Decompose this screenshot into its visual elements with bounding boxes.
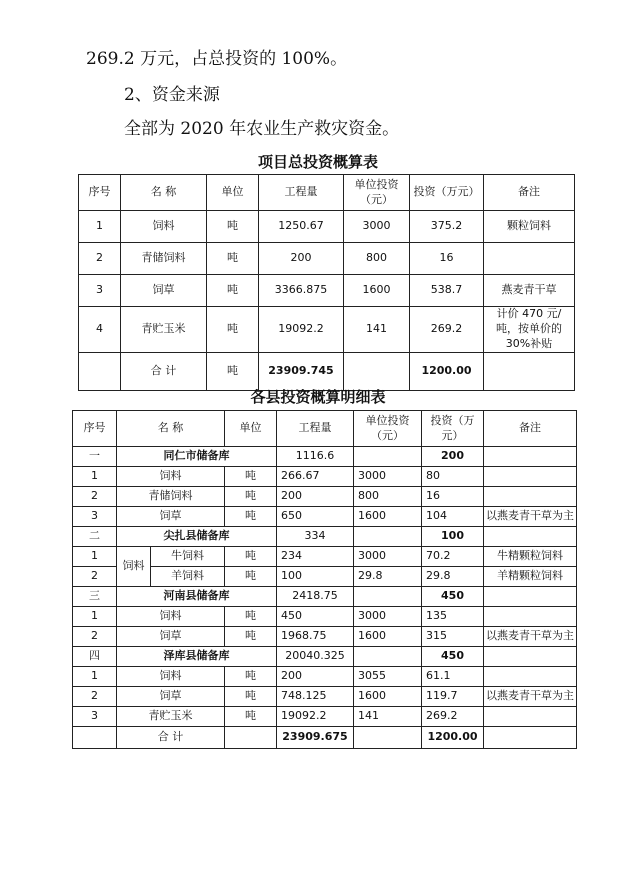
investment-cell: 1200.00 <box>422 727 484 749</box>
seq-cell: 4 <box>79 307 121 353</box>
unit-cost-cell: 3000 <box>354 467 422 487</box>
quantity-cell: 100 <box>277 567 354 587</box>
name-cell: 羊饲料 <box>151 567 225 587</box>
paragraph-line-3: 全部为 2020 年农业生产救灾资金。 <box>124 119 400 139</box>
investment-cell: 61.1 <box>422 667 484 687</box>
total-row <box>79 352 575 390</box>
remark-cell: 以燕麦青干草为主 <box>484 507 577 527</box>
unit-cost-cell <box>354 527 422 547</box>
remark-cell <box>484 707 577 727</box>
unit-cost-cell: 800 <box>344 243 410 275</box>
name-cell: 饲料 <box>117 607 225 627</box>
name-cell: 饲料 <box>117 667 225 687</box>
table-row <box>79 243 575 275</box>
unit-cost-cell: 3000 <box>344 211 410 243</box>
header-investment-cell: 投资（万元） <box>410 175 484 211</box>
unit-cost-cell: 1600 <box>354 687 422 707</box>
unit-cost-cell: 3000 <box>354 607 422 627</box>
header-remark-cell: 备注 <box>484 411 577 447</box>
name-cell: 青贮玉米 <box>117 707 225 727</box>
header-unit-cost-cell: 单位投资（元） <box>354 411 422 447</box>
name-cell: 饲草 <box>117 627 225 647</box>
name-cell: 合 计 <box>121 352 207 390</box>
quantity-cell: 650 <box>277 507 354 527</box>
investment-cell: 450 <box>422 647 484 667</box>
investment-cell: 100 <box>422 527 484 547</box>
unit-cost-cell: 1600 <box>354 627 422 647</box>
unit-cost-cell <box>354 647 422 667</box>
seq-cell: 2 <box>73 687 117 707</box>
investment-cell: 16 <box>410 243 484 275</box>
header-seq-cell: 序号 <box>73 411 117 447</box>
investment-cell: 538.7 <box>410 275 484 307</box>
table-row <box>73 507 577 527</box>
quantity-cell: 1250.67 <box>259 211 344 243</box>
quantity-cell: 334 <box>277 527 354 547</box>
unit-cost-cell <box>354 447 422 467</box>
group-name-cell: 尖扎县储备库 <box>117 527 277 547</box>
unit-cell: 吨 <box>225 467 277 487</box>
remark-cell: 以燕麦青干草为主 <box>484 687 577 707</box>
unit-cost-cell: 1600 <box>344 275 410 307</box>
unit-cost-cell: 3000 <box>354 547 422 567</box>
name-cell: 饲草 <box>117 507 225 527</box>
remark-cell <box>484 527 577 547</box>
unit-cell: 吨 <box>225 487 277 507</box>
unit-cell: 吨 <box>225 687 277 707</box>
total-row <box>73 727 577 749</box>
table-row <box>73 467 577 487</box>
name-cell: 饲草 <box>121 275 207 307</box>
remark-cell <box>484 667 577 687</box>
seq-cell: 2 <box>73 567 117 587</box>
quantity-cell: 3366.875 <box>259 275 344 307</box>
unit-cost-cell: 29.8 <box>354 567 422 587</box>
quantity-cell: 23909.675 <box>277 727 354 749</box>
table-row <box>73 627 577 647</box>
seq-cell <box>73 727 117 749</box>
header-row <box>73 411 577 447</box>
remark-cell: 计价 470 元/吨，按单价的 30%补贴 <box>484 307 575 353</box>
seq-cell: 1 <box>73 667 117 687</box>
seq-cell <box>79 352 121 390</box>
seq-cell: 一 <box>73 447 117 467</box>
unit-cell: 吨 <box>207 275 259 307</box>
group-row <box>73 447 577 467</box>
table2-title: 各县投资概算明细表 <box>250 388 386 406</box>
total-investment-table <box>78 174 575 391</box>
seq-cell: 2 <box>73 627 117 647</box>
unit-cost-cell: 141 <box>354 707 422 727</box>
investment-cell: 269.2 <box>422 707 484 727</box>
table-row <box>73 687 577 707</box>
quantity-cell: 234 <box>277 547 354 567</box>
quantity-cell: 748.125 <box>277 687 354 707</box>
unit-cell <box>225 727 277 749</box>
table-row <box>73 667 577 687</box>
investment-cell: 70.2 <box>422 547 484 567</box>
remark-cell <box>484 352 575 390</box>
quantity-cell: 450 <box>277 607 354 627</box>
unit-cell: 吨 <box>207 211 259 243</box>
header-quantity-cell: 工程量 <box>277 411 354 447</box>
header-name-cell: 名 称 <box>117 411 225 447</box>
investment-cell: 315 <box>422 627 484 647</box>
remark-cell <box>484 587 577 607</box>
investment-cell: 375.2 <box>410 211 484 243</box>
remark-cell <box>484 607 577 627</box>
section-heading-funding-source: 2、资金来源 <box>124 85 220 105</box>
unit-cost-cell: 3055 <box>354 667 422 687</box>
header-row <box>79 175 575 211</box>
investment-cell: 16 <box>422 487 484 507</box>
quantity-cell: 1968.75 <box>277 627 354 647</box>
seq-cell: 1 <box>73 547 117 567</box>
header-investment-cell: 投资（万元） <box>422 411 484 447</box>
quantity-cell: 266.67 <box>277 467 354 487</box>
investment-cell: 104 <box>422 507 484 527</box>
table-row <box>73 487 577 507</box>
quantity-cell: 19092.2 <box>277 707 354 727</box>
seq-cell: 2 <box>73 487 117 507</box>
header-unit-cost-cell: 单位投资（元） <box>344 175 410 211</box>
name-cell: 饲料 <box>117 467 225 487</box>
remark-cell: 羊精颗粒饲料 <box>484 567 577 587</box>
unit-cell: 吨 <box>207 243 259 275</box>
investment-cell: 135 <box>422 607 484 627</box>
seq-cell: 1 <box>73 607 117 627</box>
seq-cell: 3 <box>73 707 117 727</box>
header-remark-cell: 备注 <box>484 175 575 211</box>
paragraph-line-1: 269.2 万元，占总投资的 100%。 <box>86 49 348 69</box>
table1-title: 项目总投资概算表 <box>257 153 378 171</box>
name-cell: 青贮玉米 <box>121 307 207 353</box>
header-unit-cell: 单位 <box>207 175 259 211</box>
header-unit-cell: 单位 <box>225 411 277 447</box>
investment-cell: 80 <box>422 467 484 487</box>
remark-cell <box>484 487 577 507</box>
remark-cell <box>484 727 577 749</box>
table-row <box>79 275 575 307</box>
group-row <box>73 527 577 547</box>
investment-cell: 29.8 <box>422 567 484 587</box>
unit-cost-cell: 800 <box>354 487 422 507</box>
unit-cost-cell <box>354 727 422 749</box>
investment-cell: 200 <box>422 447 484 467</box>
remark-cell <box>484 467 577 487</box>
group-row <box>73 647 577 667</box>
unit-cell: 吨 <box>225 607 277 627</box>
name-cell: 合 计 <box>117 727 225 749</box>
header-seq-cell: 序号 <box>79 175 121 211</box>
quantity-cell: 20040.325 <box>277 647 354 667</box>
unit-cost-cell <box>354 587 422 607</box>
remark-cell: 颗粒饲料 <box>484 211 575 243</box>
table-row <box>73 547 577 567</box>
unit-cell: 吨 <box>225 507 277 527</box>
quantity-cell: 23909.745 <box>259 352 344 390</box>
unit-cell: 吨 <box>207 352 259 390</box>
name-cell: 饲草 <box>117 687 225 707</box>
seq-cell: 1 <box>79 211 121 243</box>
sub-category-cell: 饲料 <box>117 547 151 587</box>
remark-cell: 以燕麦青干草为主 <box>484 627 577 647</box>
unit-cell: 吨 <box>225 627 277 647</box>
quantity-cell: 200 <box>259 243 344 275</box>
name-cell: 青储饲料 <box>121 243 207 275</box>
table-row <box>73 707 577 727</box>
header-name-cell: 名 称 <box>121 175 207 211</box>
investment-cell: 269.2 <box>410 307 484 353</box>
seq-cell: 二 <box>73 527 117 547</box>
county-investment-table <box>72 410 577 749</box>
name-cell: 饲料 <box>121 211 207 243</box>
investment-cell: 119.7 <box>422 687 484 707</box>
quantity-cell: 200 <box>277 487 354 507</box>
seq-cell: 四 <box>73 647 117 667</box>
header-quantity-cell: 工程量 <box>259 175 344 211</box>
group-name-cell: 河南县储备库 <box>117 587 277 607</box>
quantity-cell: 2418.75 <box>277 587 354 607</box>
unit-cost-cell: 141 <box>344 307 410 353</box>
unit-cell: 吨 <box>225 707 277 727</box>
remark-cell: 燕麦青干草 <box>484 275 575 307</box>
seq-cell: 3 <box>73 507 117 527</box>
quantity-cell: 200 <box>277 667 354 687</box>
table-row <box>79 211 575 243</box>
unit-cost-cell <box>344 352 410 390</box>
unit-cell: 吨 <box>225 547 277 567</box>
remark-cell <box>484 447 577 467</box>
table-row <box>79 307 575 353</box>
investment-cell: 1200.00 <box>410 352 484 390</box>
seq-cell: 3 <box>79 275 121 307</box>
seq-cell: 三 <box>73 587 117 607</box>
quantity-cell: 1116.6 <box>277 447 354 467</box>
unit-cost-cell: 1600 <box>354 507 422 527</box>
table-row <box>73 607 577 627</box>
investment-cell: 450 <box>422 587 484 607</box>
group-row <box>73 587 577 607</box>
remark-cell: 牛精颗粒饲料 <box>484 547 577 567</box>
group-name-cell: 同仁市储备库 <box>117 447 277 467</box>
name-cell: 青储饲料 <box>117 487 225 507</box>
name-cell: 牛饲料 <box>151 547 225 567</box>
unit-cell: 吨 <box>225 567 277 587</box>
remark-cell <box>484 243 575 275</box>
seq-cell: 2 <box>79 243 121 275</box>
group-name-cell: 泽库县储备库 <box>117 647 277 667</box>
quantity-cell: 19092.2 <box>259 307 344 353</box>
unit-cell: 吨 <box>225 667 277 687</box>
remark-cell <box>484 647 577 667</box>
seq-cell: 1 <box>73 467 117 487</box>
unit-cell: 吨 <box>207 307 259 353</box>
